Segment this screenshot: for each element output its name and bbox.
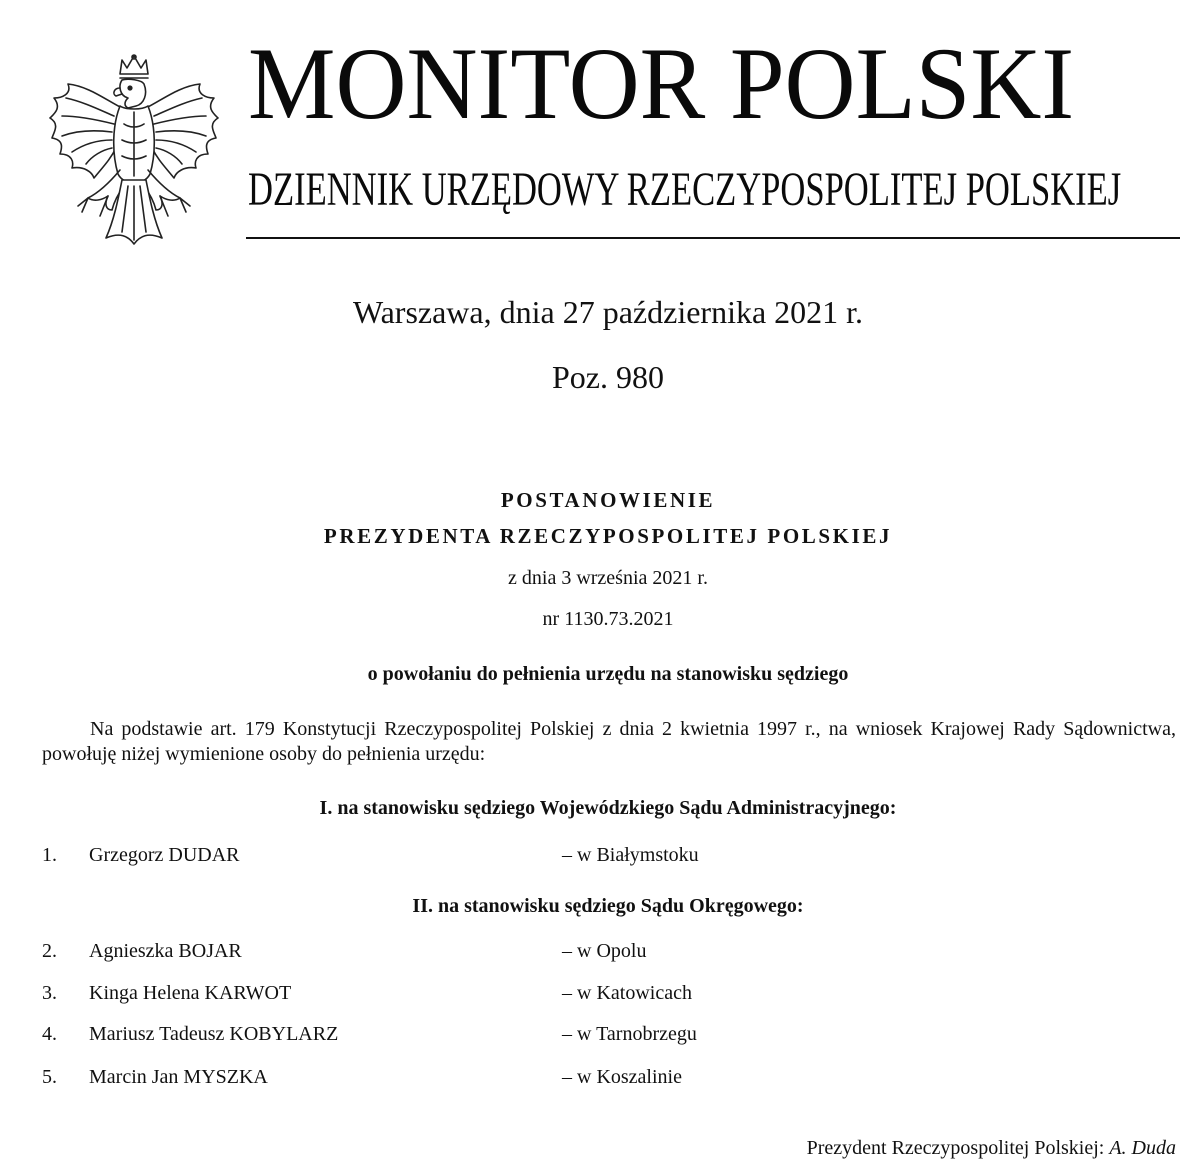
entry-number: 4.	[42, 1023, 57, 1045]
appointment-row	[0, 842, 1200, 868]
section-heading: II. na stanowisku sędziego Sądu Okręgowego:	[412, 895, 804, 917]
signature-block	[807, 1136, 1176, 1160]
polish-eagle-emblem-icon	[48, 50, 220, 246]
masthead-title: MONITOR POLSKI	[248, 27, 1075, 141]
position-number: Poz. 980	[552, 359, 664, 395]
appointment-row	[0, 1064, 1200, 1090]
appointee-name: Grzegorz DUDAR	[89, 844, 240, 866]
appointee-name: Mariusz Tadeusz KOBYLARZ	[89, 1023, 339, 1045]
entry-number: 3.	[42, 982, 57, 1004]
decree-issuer: PREZYDENTA RZECZYPOSPOLITEJ POLSKIEJ	[323, 524, 893, 548]
decree-date: z dnia 3 września 2021 r.	[508, 567, 708, 589]
court-location: – w Koszalinie	[562, 1066, 682, 1088]
issue-dateline: Warszawa, dnia 27 października 2021 r.	[352, 294, 864, 330]
appointee-name: Marcin Jan MYSZKA	[89, 1066, 268, 1088]
decree-type: POSTANOWIENIE	[500, 488, 716, 512]
masthead-divider	[246, 237, 1180, 239]
appointment-row	[0, 980, 1200, 1006]
decree-preamble: Na podstawie art. 179 Konstytucji Rzeczypospolitej Polskiej z dnia 2 kwietnia 1997 r., na wniosek Krajowej Rady Sądownictwa, powołuję niżej wymienione osoby do pełnienia urzędu:	[42, 718, 1176, 765]
signatory-name: A. Duda	[1109, 1137, 1176, 1159]
court-location: – w Katowicach	[562, 982, 692, 1004]
entry-number: 2.	[42, 940, 57, 962]
entry-number: 1.	[42, 844, 57, 866]
appointee-name: Kinga Helena KARWOT	[89, 982, 292, 1004]
court-location: – w Białymstoku	[562, 844, 699, 866]
appointee-name: Agnieszka BOJAR	[89, 940, 242, 962]
decree-number: nr 1130.73.2021	[542, 608, 674, 630]
entry-number: 5.	[42, 1066, 57, 1088]
masthead-subtitle: DZIENNIK URZĘDOWY RZECZYPOSPOLITEJ POLSKIEJ	[248, 163, 1122, 216]
appointment-row	[0, 1021, 1200, 1047]
signature-label: Prezydent Rzeczypospolitej Polskiej:	[806, 1137, 1105, 1159]
decree-subject: o powołaniu do pełnienia urzędu na stanowisku sędziego	[367, 663, 849, 685]
section-heading: I. na stanowisku sędziego Wojewódzkiego Sądu Administracyjnego:	[319, 797, 897, 819]
appointment-row	[0, 938, 1200, 964]
court-location: – w Tarnobrzegu	[562, 1023, 697, 1045]
court-location: – w Opolu	[562, 940, 647, 962]
